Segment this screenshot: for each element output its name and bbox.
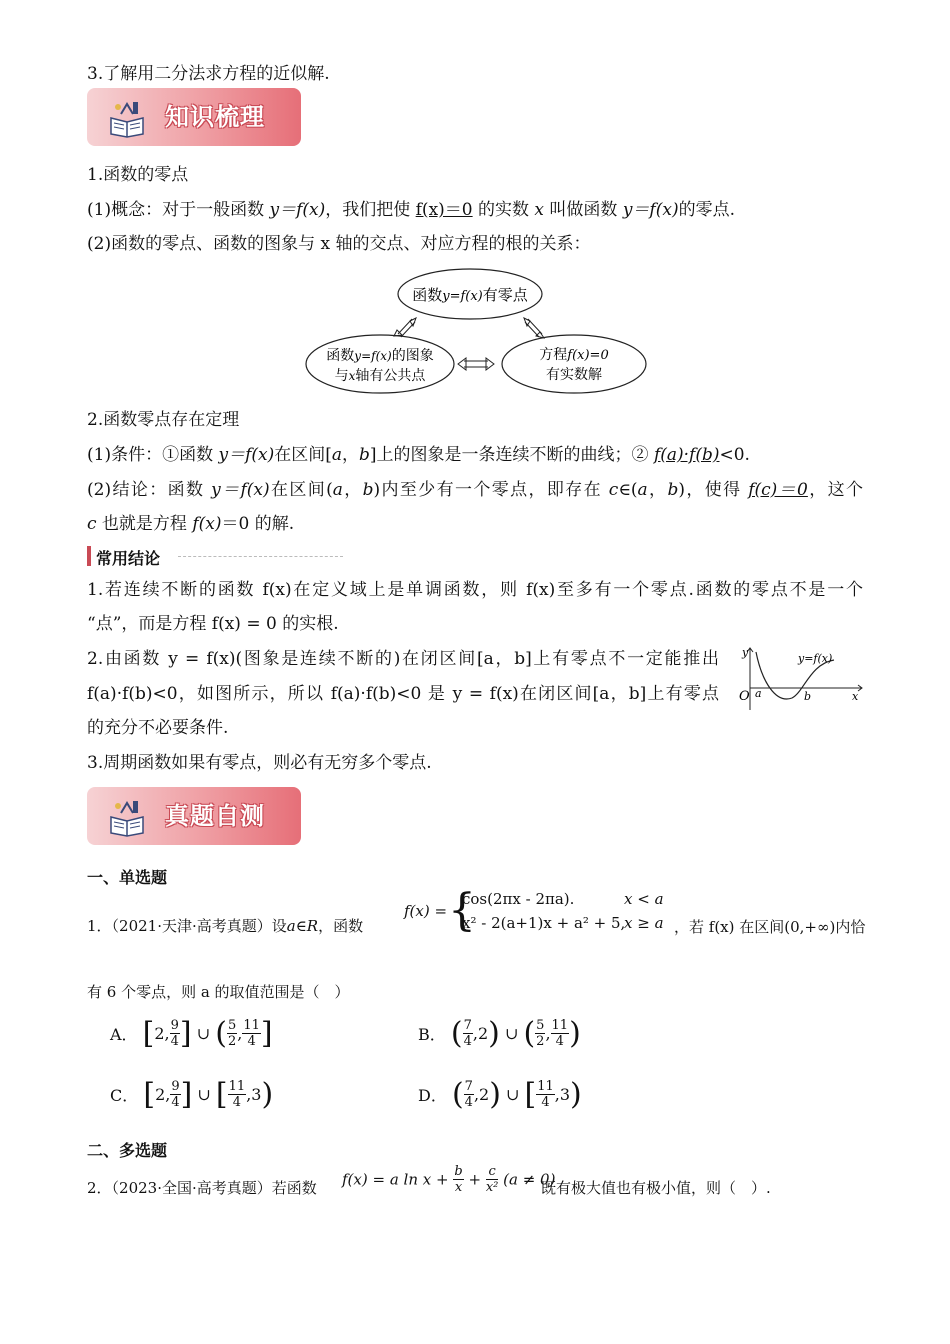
test-title: 真题自测	[165, 802, 265, 830]
graph-x-label: x	[852, 690, 859, 703]
left-ellipse-line2: 与x轴有公共点	[334, 368, 426, 384]
knowledge-title: 知识梳理	[165, 103, 265, 131]
zero-concept: (1)概念：对于一般函数 y＝f(x)，我们把使 f(x)＝0 的实数 x 叫做函数 y＝f(x)的零点.	[87, 200, 735, 220]
zero-graph	[736, 642, 866, 712]
top-ellipse-text: 函数y=f(x)有零点	[412, 286, 528, 304]
common-p2-line2: f(a)·f(b)<0，如图所示，所以 f(a)·f(b)<0 是 y = f(x)在闭区间[a，b]上有零点	[87, 684, 719, 704]
q2-suffix: 既有极大值也有极小值，则（ ）.	[541, 1179, 771, 1197]
q1-prefix: 1．（2021·天津·高考真题）设a∈R，函数	[87, 917, 364, 935]
right-ellipse-line1: 方程f(x)=0	[539, 347, 609, 363]
right-ellipse	[502, 335, 646, 393]
q1-case2: x² - 2(a+1)x + a² + 5,	[462, 914, 626, 932]
graph-b-label: b	[804, 690, 812, 703]
common-p2-line3: 的充分不必要条件.	[87, 718, 229, 738]
knowledge-banner	[87, 88, 301, 146]
q1-fx: f(x) =	[404, 902, 448, 920]
q1-case2-cond: x ≥ a	[624, 914, 664, 932]
arrow-right-up	[524, 318, 544, 338]
common-p2-line1: 2.由函数 y = f(x)(图象是连续不断的)在闭区间[a，b]上有零点不一定能推出	[87, 649, 719, 669]
common-p1-line2: “点”，而是方程 f(x) = 0 的实根.	[87, 614, 339, 634]
common-title: 常用结论	[96, 549, 161, 568]
q1-case1-cond: x < a	[624, 890, 664, 908]
arrow-horizontal	[458, 358, 494, 370]
left-ellipse	[306, 335, 454, 393]
option-b[interactable]: B． ( $\frac{7}{4}$ ,2) ∪ ( $\frac{5}{2}$ , $\frac{11}{4}$ )	[418, 1016, 581, 1051]
common-p1-line1: 1.若连续不断的函数 f(x)在定义域上是单调函数，则 f(x)至多有一个零点.函数的零点不是一个	[87, 580, 863, 600]
section-multi-choice: 二、多选题	[87, 1141, 168, 1160]
option-d[interactable]: D． ( $\frac{7}{4}$ ,2) ∪ [ $\frac{11}{4}$ ,3)	[418, 1077, 582, 1112]
common-p3: 3.周期函数如果有零点，则必有无穷多个零点.	[87, 753, 432, 773]
intro-line: 3.了解用二分法求方程的近似解.	[87, 64, 330, 84]
book-icon	[107, 98, 147, 138]
option-c[interactable]: C． [2, $\frac{9}{4}$ ] ∪ [ $\frac{11}{4}$ ,3)	[110, 1077, 274, 1112]
theorem-condition: (1)条件：①函数 y＝f(x)在区间[a，b]上的图象是一条连续不断的曲线；② f(a)·f(b)<0.	[87, 445, 750, 465]
q1-case1: cos(2πx - 2πa).	[462, 890, 575, 908]
graph-a-label: a	[755, 687, 762, 700]
left-ellipse-line1: 函数y=f(x)的图象	[326, 348, 434, 364]
section-single-choice: 一、单选题	[87, 868, 168, 887]
q2-prefix: 2．（2023·全国·高考真题）若函数	[87, 1179, 317, 1197]
q1-suffix: ，若 f(x) 在区间(0,+∞)内恰	[674, 918, 866, 936]
right-ellipse-line2: 有实数解	[546, 367, 602, 383]
graph-y-label: y	[742, 646, 749, 659]
book-icon	[107, 797, 147, 837]
q2-formula: f(x) = a ln x + $\frac{b}{x}$ + $\frac{c}{\text{x²}}$ (a ≠ 0)	[342, 1164, 556, 1195]
option-a[interactable]: A． [2, $\frac{9}{4}$ ] ∪ ( $\frac{5}{2}$ , $\frac{11}{4}$ ]	[110, 1016, 273, 1051]
theorem-heading: 2.函数零点存在定理	[87, 410, 240, 430]
common-divider	[178, 556, 343, 557]
zero-heading: 1.函数的零点	[87, 165, 189, 185]
q1-line2: 有 6 个零点，则 a 的取值范围是（ ）	[87, 983, 350, 1001]
arrow-left-up	[394, 318, 416, 337]
relation-diagram	[300, 264, 656, 396]
graph-origin-label: O	[739, 689, 750, 704]
test-banner	[87, 787, 301, 845]
q1-brace: {	[448, 885, 476, 936]
common-marker	[87, 546, 91, 566]
zero-relation: (2)函数的零点、函数的图象与 x 轴的交点、对应方程的根的关系：	[87, 234, 591, 254]
graph-fn-label: y=f(x)	[798, 652, 833, 665]
theorem-conclusion-2: c 也就是方程 f(x)＝0 的解.	[87, 514, 295, 534]
theorem-conclusion: (2)结论：函数 y＝f(x)在区间(a，b)内至少有一个零点，即存在 c∈(a，b)，使得 f(c)＝0，这个	[87, 480, 863, 500]
